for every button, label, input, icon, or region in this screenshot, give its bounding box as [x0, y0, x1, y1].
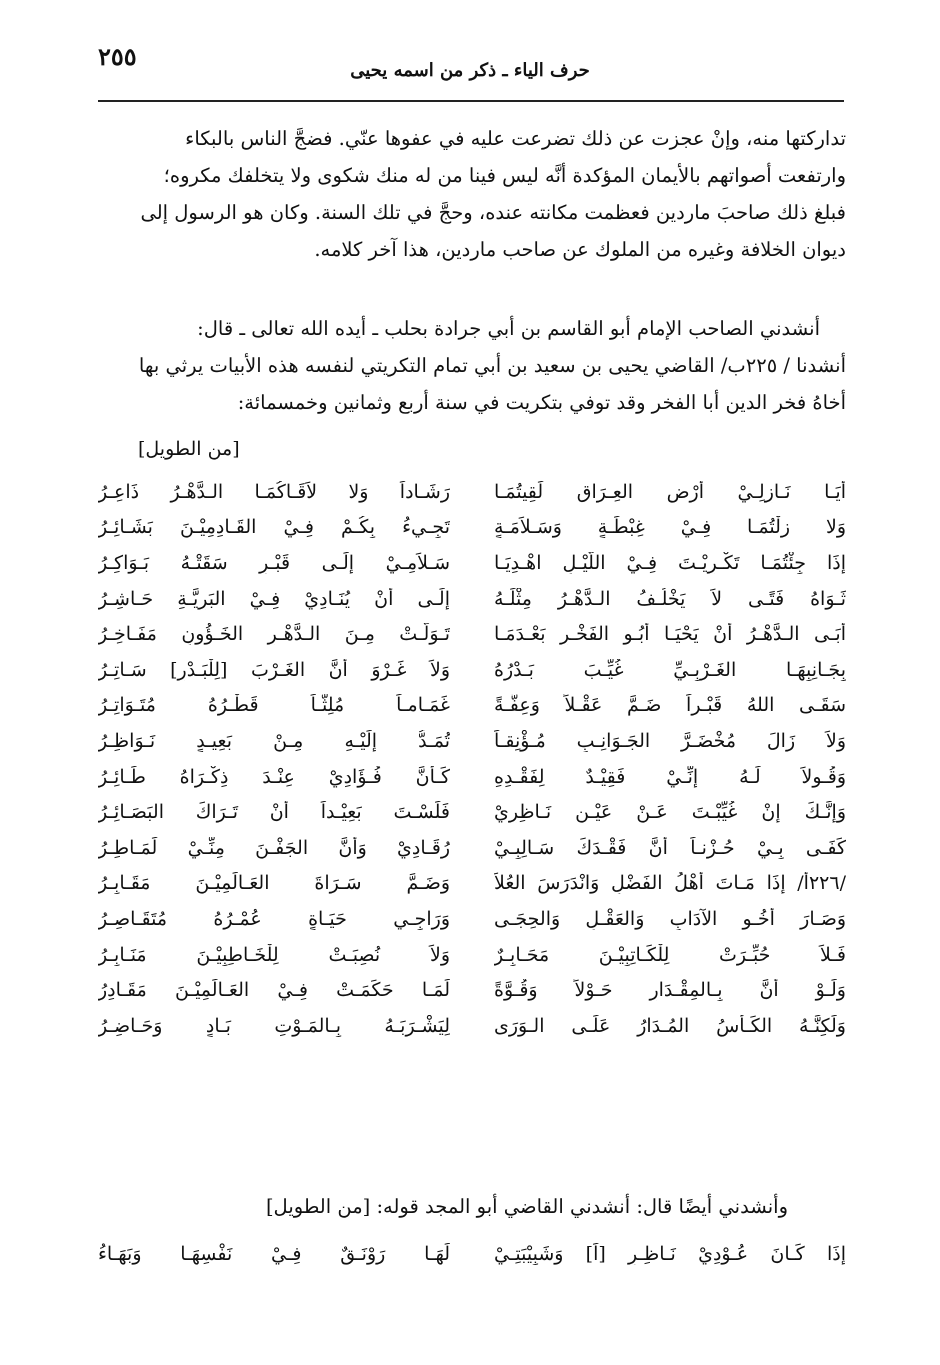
verse-line [98, 723, 846, 759]
header-divider [98, 100, 844, 102]
verse-line [98, 972, 846, 1008]
verse-line [98, 901, 846, 937]
second-hemistich: تَجِـيءُ بِكُـمْ فِـيْ القَـادِمِيْـنَ بَشَـائِـرُ [98, 516, 450, 539]
paragraph-1 [98, 120, 846, 268]
paragraph-2-line: أنشدني الصاحب الإمام أبو القاسم بن أبي جرادة بحلب ـ أيده الله تعالى ـ قال: [197, 317, 820, 340]
first-hemistich: /٢٢٦أ/ إِذَا مَـاتَ أَهْلُ الفَضْلِ وَانْدَرَسَ العُلاَ [494, 872, 846, 895]
second-hemistich: تَـوَلَّـتْ مِـنَ الـدَّهْـرِ الخَـؤُونِ مَفَـاخِـرُ [98, 623, 450, 646]
verse-line [98, 616, 846, 652]
first-hemistich: وَلا زِلْتُمَـا فِـيْ غِبْطَـةٍ وَسَـلاَمَـةٍ [494, 516, 846, 539]
paragraph-2-line: أنشدنا / ٢٢٥ب/ القاضي يحيى بن سعيد بن أبي تمام التكريتي لنفسه هذه الأبيات يرثي بها [138, 354, 846, 377]
second-poem [98, 1236, 846, 1272]
running-header: حرف الياء ـ ذكر من اسمه يحيى [350, 60, 590, 81]
first-hemistich: وَلَـوْ أَنَّ بِـالمِقْـدَارِ حَـوْلاً وَقُـوَّةً [494, 979, 846, 1002]
elegy-poem [98, 474, 846, 1044]
first-hemistich: أَبَـى الـدَّهْـرُ أَنْ يَحْيَـا أَبُـو الفَخْـرِ بَعْـدَمَـا [494, 623, 846, 646]
second-hemistich: لِيَشْـرَبَـهُ بِـالمَـوْتِ بَـادٍ وَحَـاضِـرُ [98, 1014, 450, 1037]
second-hemistich: تُمَـدُّ إِلَيْـهِ مِـنْ بَعِيـدٍ نَـوَاظِـرُ [98, 729, 450, 752]
second-hemistich: غَمَـامـاً مُلِثّـاً قَطْـرُهُ مُتَـوَاتِـرُ [98, 694, 450, 717]
second-hemistich: إِلَـى أَنْ يُنَـادِيْ فِـيْ البَرِيَّـةِ حَـاشِـرُ [98, 587, 450, 610]
paragraph-2 [98, 310, 846, 421]
second-hemistich: لَهَـا رَوْنَـقٌ فِـيْ نَفْسِهَـا وَبَهَـاءُ [98, 1242, 450, 1265]
second-hemistich: وَضَـمَّ سَـرَاةَ العَـالَمِيْـنَ مَقَـابِـرُ [98, 872, 450, 895]
first-hemistich: ثَـوَاهُ فَتًـى لاَ يَخْلُـفُ الـدَّهْـرُ مِثْلَـهُ [494, 587, 846, 610]
paragraph-2-line: أخاهُ فخر الدين أبا الفخر وقد توفي بتكريت في سنة أربع وثمانين وخمسمائة: [237, 391, 846, 414]
second-hemistich: فَلَسْـتَ بَعِيْـداً أَنْ تَـرَاكَ البَصَـائِـرُ [98, 801, 450, 824]
verse-line [98, 1008, 846, 1044]
verse-line [98, 866, 846, 902]
verse-line [98, 474, 846, 510]
page-number: ٢٥٥ [98, 42, 137, 71]
first-hemistich: سَقَـى اللهُ قَبْـراً ضَـمَّ عَقْـلاً وَعِفَّـةً [494, 694, 846, 717]
meter-label: [من الطويل] [138, 438, 240, 460]
verse-line [98, 830, 846, 866]
first-hemistich: إِذَا جِئْتُمَـا تَكْـرِيْـتَ فِـيْ اللَّيْـلِ اهْـدِيَـا [494, 551, 846, 574]
second-hemistich: سَـلاَمِـيْ إِلَـى قَبْـرٍ سَقَتْـهُ بَـوَاكِـرُ [98, 551, 450, 574]
paragraph-1-line: فبلغ ذلك صاحبَ ماردين فعظمت مكانته عنده، وحجَّ في تلك السنة. وكان هو الرسول إلى [140, 201, 846, 224]
first-hemistich: أَيَـا نَـازِلِـيْ أَرْضِ العِـرَاقِ لَقِيتُمَـا [494, 480, 846, 503]
paragraph-1-line: ديوان الخلافة وغيره من الملوك عن صاحب ماردين، هذا آخر كلامه. [314, 238, 846, 261]
verse-line [98, 510, 846, 546]
first-hemistich: كَفَـى بِـيْ حُـزْنـاً أَنَّ فَقْـدَكَ سَـالِبِـيْ [494, 836, 846, 859]
first-hemistich: وَصَـارَ أَخُـو الآدَابِ وَالعَقْـلِ وَالحِجَـى [494, 907, 846, 930]
first-hemistich: بِجَـانِبِهَـا الغَـرْبِـيِّ غُيِّـبَ بَـدْرُهُ [494, 658, 846, 681]
paragraph-1-line: تداركتها منه، وإنْ عجزت عن ذلك تضرعت عليه في عفوها عنّي. فضجَّ الناس بالبكاء [185, 127, 846, 150]
paragraph-1-line: وارتفعت أصواتهم بالأيمان المؤكدة أنَّه ليس فينا من له منك شكوى ولا يتخلفك مكروه؛ [163, 164, 846, 187]
verse-line [98, 794, 846, 830]
second-hemistich: لَمَـا حَكَمَـتْ فِـيْ العَـالَمِيْـنَ مَقَـادِرُ [98, 979, 450, 1002]
verse-line [98, 937, 846, 973]
second-hemistich: وَلاَ نُصِبَـتْ لِلْخَـاطِبِيْـنَ مَنَـابِـرُ [98, 943, 450, 966]
verse-line [98, 688, 846, 724]
first-hemistich: فَـلاَ حُبِّـرَتْ لِلْكَـاتِبِيْـنَ مَحَـابِـرٌ [494, 943, 846, 966]
verse-line [98, 759, 846, 795]
first-hemistich: وَلَكِنَّـهُ الكَـأْسُ المُـدَارُ عَلَـى الـوَرَى [494, 1014, 846, 1037]
verse-line [98, 1236, 846, 1272]
first-hemistich: إِذَا كَـانَ عُـوْدِيْ نَـاظِـرٍ [اً] وَشَبِيْبَتِـيْ [494, 1242, 846, 1265]
first-hemistich: وَقُـولاَ لَـهُ إِنِّـيْ فَقِيْـدٌ لِفَقْـدِهِ [494, 765, 846, 788]
second-hemistich: رُقَـادِيْ وَأَنَّ الجَفْـنَ مِنِّـيْ لَمَـاطِـرُ [98, 836, 450, 859]
second-hemistich: وَرَاجِـي حَيَـاةٍ عُمْـرُهُ مُتَقَـاصِـرُ [98, 907, 450, 930]
first-hemistich: وَلاَ زَالَ مُخْضَـرَّ الجَـوَانِـبِ مُـؤْنِقـاً [494, 729, 846, 752]
second-hemistich: رَشَـاداً وَلا لاَقَـاكُمَـا الـدَّهْـرُ ذَاعِـرُ [98, 480, 450, 503]
verse-line [98, 581, 846, 617]
second-hemistich: وَلاَ غَـرْوَ أَنَّ الغَـرْبَ [لِلْبَـدْرِ] سَـاتِـرُ [98, 658, 450, 681]
second-hemistich: كَـأَنَّ فُـؤَادِيْ عِنْـدَ ذِكْـرَاهُ طَـائِـرُ [98, 765, 450, 788]
closing-line: وأنشدني أيضًا قال: أنشدني القاضي أبو المجد قوله: [من الطويل] [265, 1195, 788, 1218]
first-hemistich: وَإِنَّـكَ إِنْ غُيِّبْـتَ عَـنْ عَيْـنِ نَـاظِرِيْ [494, 801, 846, 824]
verse-line [98, 545, 846, 581]
verse-line [98, 652, 846, 688]
